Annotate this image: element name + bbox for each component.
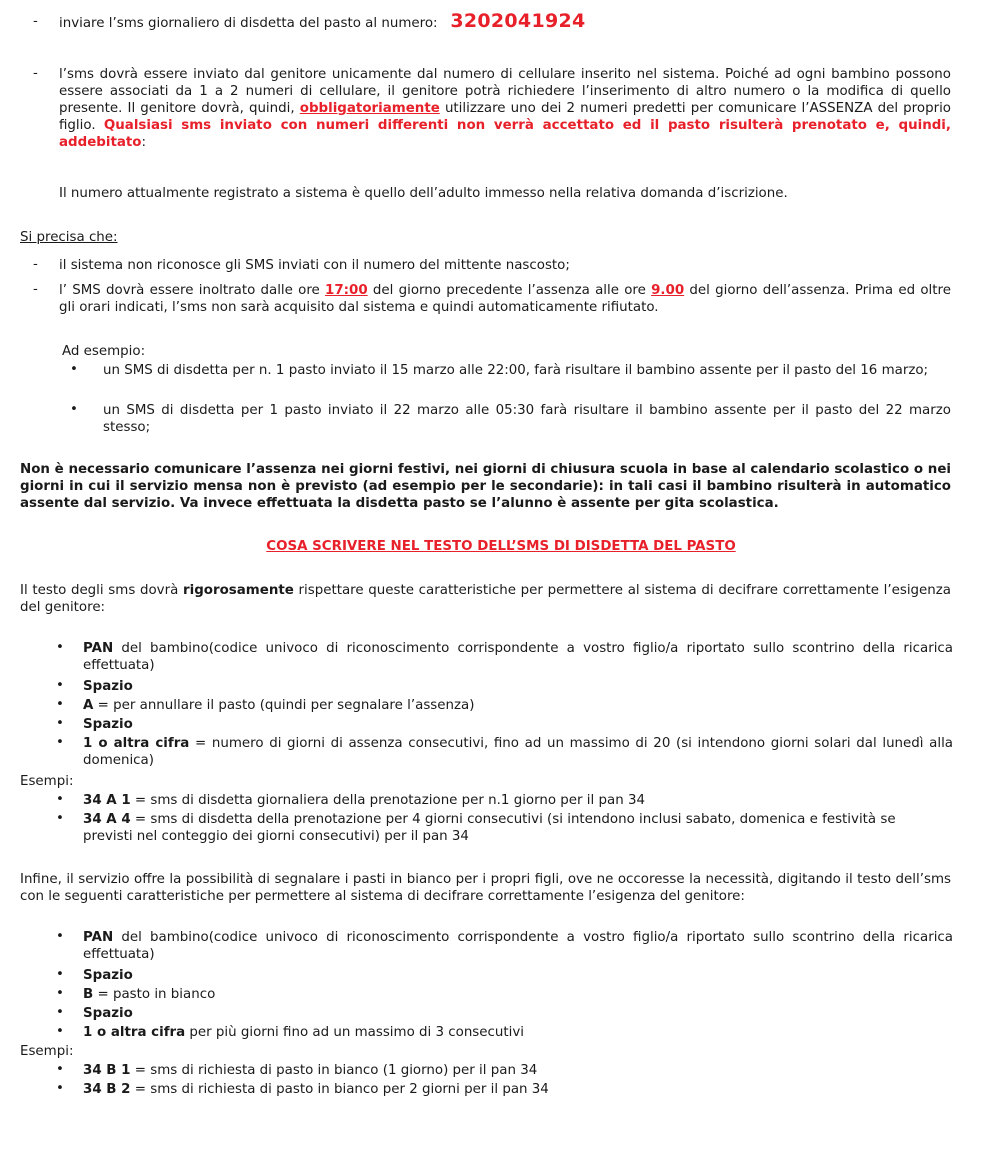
rule-text: = numero di giorni di assenza consecutivi, fino ad un massimo di 20 (si intendono giorni solari dal lunedì alla domenica) bbox=[83, 736, 954, 768]
example-item bbox=[83, 792, 953, 809]
paragraph-text: Il testo degli sms dovrà bbox=[20, 583, 179, 598]
rule-keyword: PAN bbox=[83, 930, 114, 945]
example-item bbox=[83, 811, 933, 845]
sender-number-paragraph bbox=[59, 66, 951, 151]
bullet-dot: • bbox=[70, 402, 78, 417]
rule-keyword: Spazio bbox=[83, 717, 133, 732]
rules-intro bbox=[20, 582, 951, 616]
bullet-dot: • bbox=[56, 986, 64, 1001]
rule-item bbox=[83, 640, 953, 674]
rule-item bbox=[83, 735, 953, 769]
examples-label: Esempi: bbox=[20, 774, 74, 789]
paragraph-text: : bbox=[141, 135, 147, 150]
bianco-item bbox=[83, 1024, 953, 1041]
bianco-item bbox=[83, 929, 953, 963]
registered-number-note: Il numero attualmente registrato a sistema è quello dell’adulto immesso nella relativa domanda d’iscrizione. bbox=[59, 186, 788, 201]
paragraph-text: del giorno dell’assenza. Prima ed oltre gli orari indicati, l’sms non sarà acquisito dal sistema e quindi automaticamente rifiutato. bbox=[59, 283, 951, 315]
bullet-dot: • bbox=[56, 792, 64, 807]
mandatory-emphasis: obbligatoriamente bbox=[299, 101, 440, 116]
bullet-dot: • bbox=[56, 735, 64, 750]
rule-keyword: PAN bbox=[83, 641, 114, 656]
paragraph-text: utilizzare uno dei 2 numeri predetti per comunicare l’ASSENZA del proprio figlio. bbox=[59, 101, 952, 133]
rule-text: = per annullare il pasto (quindi per segnalare l’assenza) bbox=[93, 698, 475, 713]
example-text: = sms di richiesta di pasto in bianco per 2 giorni per il pan 34 bbox=[130, 1082, 549, 1097]
rule-keyword: A bbox=[83, 698, 94, 713]
section-heading bbox=[0, 538, 1002, 555]
dash-bullet: - bbox=[33, 14, 38, 29]
rule-text: del bambino(codice univoco di riconoscimento corrispondente a vostro figlio/a riportato sullo scontrino della ricarica effettuata) bbox=[83, 641, 953, 673]
rule-keyword: 1 o altra cifra bbox=[83, 1025, 186, 1040]
example-text: = sms di disdetta giornaliera della prenotazione per n.1 giorno per il pan 34 bbox=[130, 793, 645, 808]
dash-bullet: - bbox=[33, 282, 38, 297]
example-item: un SMS di disdetta per 1 pasto inviato il 22 marzo alle 05:30 farà risultare il bambino assente per il pasto del 22 marzo stesso; bbox=[103, 403, 951, 435]
bullet-dot: • bbox=[56, 967, 64, 982]
section-heading-text: COSA SCRIVERE NEL TESTO DELL’SMS DI DISDETTA DEL PASTO bbox=[266, 539, 736, 554]
rule-keyword: Spazio bbox=[83, 1006, 133, 1021]
bullet-dot: • bbox=[56, 811, 64, 826]
rule-text: del bambino(codice univoco di riconoscimento corrispondente a vostro figlio/a riportato sullo scontrino della ricarica effettuata) bbox=[83, 930, 953, 962]
bullet-dot: • bbox=[56, 1081, 64, 1096]
bullet-dot: • bbox=[70, 362, 78, 377]
rule-keyword: 1 o altra cifra bbox=[83, 736, 190, 751]
example-code: 34 B 2 bbox=[83, 1082, 131, 1097]
bullet-dot: • bbox=[56, 929, 64, 944]
paragraph-text: l’ SMS dovrà essere inoltrato dalle ore bbox=[59, 283, 320, 298]
bullet-dot: • bbox=[56, 697, 64, 712]
bianco-item bbox=[83, 967, 133, 984]
example-code: 34 A 4 bbox=[83, 812, 131, 827]
paragraph-text: rispettare queste caratteristiche per permettere al sistema di decifrare correttamente l’esigenza del genitore: bbox=[20, 583, 951, 615]
examples-label: Esempi: bbox=[20, 1044, 74, 1059]
precisa-label: Si precisa che: bbox=[20, 230, 118, 245]
bullet-dot: • bbox=[56, 1024, 64, 1039]
warning-text: Qualsiasi sms inviato con numeri differenti non verrà accettato ed il pasto risulterà prenotato e, quindi, addebitato bbox=[59, 118, 951, 150]
example-item bbox=[83, 1062, 953, 1079]
time-window-paragraph bbox=[59, 282, 951, 316]
bullet-dot: • bbox=[56, 640, 64, 655]
sms-phone-number: 3202041924 bbox=[450, 10, 586, 32]
example-label: Ad esempio: bbox=[62, 344, 146, 359]
dash-bullet: - bbox=[33, 257, 38, 272]
rule-item bbox=[83, 697, 474, 714]
bianco-item bbox=[83, 986, 215, 1003]
rule-keyword: Spazio bbox=[83, 679, 133, 694]
bullet-dot: • bbox=[56, 1005, 64, 1020]
bullet-dot: • bbox=[56, 678, 64, 693]
sms-number-line bbox=[59, 9, 959, 36]
dash-bullet: - bbox=[33, 66, 38, 81]
paragraph-text: del giorno precedente l’assenza alle ore bbox=[372, 283, 646, 298]
rule-text: per più giorni fino ad un massimo di 3 consecutivi bbox=[185, 1025, 524, 1040]
start-time: 17:00 bbox=[325, 283, 368, 298]
example-item bbox=[83, 1081, 953, 1098]
bullet-dot: • bbox=[56, 716, 64, 731]
rule-keyword: B bbox=[83, 987, 94, 1002]
hidden-sender-note: il sistema non riconosce gli SMS inviati con il numero del mittente nascosto; bbox=[59, 258, 570, 273]
example-text: = sms di disdetta della prenotazione per 4 giorni consecutivi (si intendono inclusi sabato, domenica e festività se previsti nel conteggio dei giorni consecutivi) per il pan 34 bbox=[83, 812, 896, 844]
example-code: 34 B 1 bbox=[83, 1063, 131, 1078]
example-code: 34 A 1 bbox=[83, 793, 131, 808]
rigorously-emphasis: rigorosamente bbox=[183, 583, 294, 598]
bullet-dot: • bbox=[56, 1062, 64, 1077]
sms-number-label: inviare l’sms giornaliero di disdetta del pasto al numero: bbox=[59, 16, 438, 31]
paragraph-text: l’sms dovrà essere inviato dal genitore unicamente dal numero di cellulare inserito nel sistema. Poiché ad ogni bambino possono essere associati da 1 a 2 numeri di cellulare, il genitore potrà richiedere l’inserimento di altro numero o la modifica di quello presente. Il genitore dovrà, quindi, bbox=[59, 67, 951, 116]
end-time: 9.00 bbox=[651, 283, 685, 298]
rule-item bbox=[83, 678, 133, 695]
rule-keyword: Spazio bbox=[83, 968, 133, 983]
bianco-intro: Infine, il servizio offre la possibilità di segnalare i pasti in bianco per i propri figli, ove ne occoresse la necessità, digitando il testo dell’sms con le seguenti caratteristiche per permettere al sistema di decifrare correttamente l’esigenza del genitore: bbox=[20, 872, 951, 904]
holiday-notice: Non è necessario comunicare l’assenza nei giorni festivi, nei giorni di chiusura scuola in base al calendario scolastico o nei giorni in cui il servizio mensa non è previsto (ad esempio per le secondarie): in tali casi il bambino risulterà in automatico assente dal servizio. Va invece effettuata la disdetta pasto se l’alunno è assente per gita scolastica. bbox=[20, 462, 951, 511]
example-text: = sms di richiesta di pasto in bianco (1 giorno) per il pan 34 bbox=[130, 1063, 538, 1078]
example-item: un SMS di disdetta per n. 1 pasto inviato il 15 marzo alle 22:00, farà risultare il bambino assente per il pasto del 16 marzo; bbox=[103, 363, 929, 378]
bianco-item bbox=[83, 1005, 133, 1022]
rule-item bbox=[83, 716, 133, 733]
rule-text: = pasto in bianco bbox=[93, 987, 216, 1002]
